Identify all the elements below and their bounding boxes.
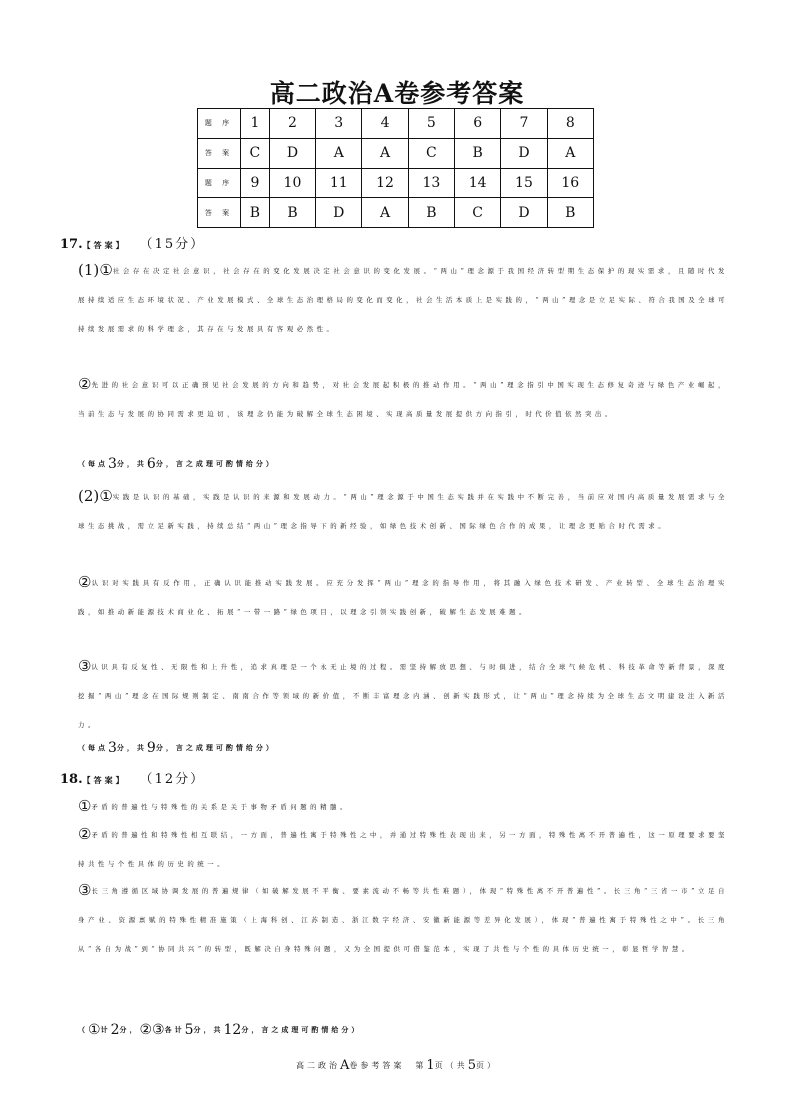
question-18-header [60, 768, 205, 787]
answer-cell: A [316, 138, 362, 168]
answer-cell: B [547, 198, 593, 228]
question-number-cell: 1 [241, 109, 270, 139]
answer-tag: 【答案】 [82, 775, 127, 785]
page-number: 1 [426, 1058, 435, 1073]
answer-cell: A [362, 198, 408, 228]
answer-table [197, 108, 594, 228]
page-footer: 高二政治A卷参考答案 第1页（共5页） [296, 1058, 498, 1073]
scoring-note: （每点3分，共6分，言之成理可酌情给分） [78, 456, 276, 472]
question-number-cell: 16 [547, 168, 593, 198]
question-number: 17. [60, 237, 83, 252]
answer-cell: D [269, 138, 315, 168]
answer-paragraph: ②先进的社会意识可以正确预见社会发展的方向和趋势，对社会发展起积极的推动作用。“两山”理念指引中国实现生态修复奇迹与绿色产业崛起，当前生态与发展的协同需求更迫切，该理念仍能为破解全球生态困境、实现高质量发展提供方向指引，时代价值依然突出。 [78, 375, 729, 418]
answer-cell: A [547, 138, 593, 168]
row-label-number: 题 序 [198, 168, 241, 198]
question-17-header [60, 233, 205, 252]
score-value: 15 [154, 237, 176, 252]
question-number-cell: 5 [408, 109, 454, 139]
answer-paragraph: ②认识对实践具有反作用，正确认识能推动实践发展。应充分发挥“两山”理念的指导作用，将其融入绿色技术研发、产业转型、全球生态治理实践，如推动新能源技术商业化、拓展“一带一路”绿色项目，以理念引领实践创新，破解生态发展难题。 [78, 573, 728, 616]
question-number-cell: 4 [362, 109, 408, 139]
page-title: 高二政治A卷参考答案 [269, 79, 525, 108]
answer-cell: A [362, 138, 408, 168]
answer-cell: C [241, 138, 270, 168]
score-label: （12分） [139, 772, 206, 787]
answer-paragraph: ③认识具有反复性、无限性和上升性，追求真理是一个永无止境的过程。需坚持解放思想、与时俱进，结合全球气候危机、科技革命等新背景，深度挖掘“两山”理念在国际规则制定、南南合作等领域的新价值，不断丰富理念内涵、创新实践形式，让“两山”理念持续为全球生态文明建设注入新活力。 [78, 657, 728, 729]
answer-cell: B [269, 198, 315, 228]
page-total: 5 [467, 1058, 476, 1073]
table-row [198, 138, 594, 168]
question-number-cell: 13 [408, 168, 454, 198]
question-number-cell: 10 [269, 168, 315, 198]
question-number-cell: 7 [501, 109, 547, 139]
answer-cell: C [408, 138, 454, 168]
answer-paragraph: (2)①实践是认识的基础，实践是认识的来源和发展动力。“两山”理念源于中国生态实践并在实践中不断完善，当前应对国内高质量发展需求与全球生态挑战，需立足新实践，持续总结“两山”理念指导下的新经验，如绿色技术创新、国际绿色合作的成果，让理念更贴合时代需求。 [78, 487, 728, 530]
answer-cell: B [408, 198, 454, 228]
answer-cell: B [455, 138, 501, 168]
answer-cell: D [501, 198, 547, 228]
row-label-answer: 答 案 [198, 198, 241, 228]
answer-paragraph: ①矛盾的普遍性与特殊性的关系是关于事物矛盾问题的精髓。 [78, 797, 350, 815]
answer-cell: C [455, 198, 501, 228]
score-value: 12 [154, 772, 176, 787]
question-number-cell: 14 [455, 168, 501, 198]
question-number-cell: 3 [316, 109, 362, 139]
question-number: 18. [60, 772, 83, 787]
question-number-cell: 15 [501, 168, 547, 198]
question-number-cell: 8 [547, 109, 593, 139]
score-label: （15分） [139, 237, 206, 252]
row-label-answer: 答 案 [198, 138, 241, 168]
question-number-cell: 9 [241, 168, 270, 198]
answer-paragraph: ②矛盾的普遍性和特殊性相互联结，一方面，普遍性寓于特殊性之中，并通过特殊性表现出来，另一方面，特殊性离不开普遍性，这一原理要求要坚持共性与个性具体的历史的统一。 [78, 825, 728, 868]
answer-paragraph: ③长三角遵循区域协调发展的普遍规律（如破解发展不平衡、要素流动不畅等共性难题），体现“特殊性离不开普遍性”。长三角“三省一市”立足自身产业、资源禀赋的特殊性精准施策（上海科创、江苏制造、浙江数字经济、安徽新能源等差异化发展），体现“普遍性寓于特殊性之中”。长三角从“各自为战”到“协同共兴”的转型，既解决自身特殊问题，又为全国提供可借鉴范本，实现了共性与个性的具体历史统一，彰显哲学智慧。 [78, 881, 728, 953]
answer-cell: D [501, 138, 547, 168]
question-number-cell: 11 [316, 168, 362, 198]
answer-tag: 【答案】 [82, 240, 127, 250]
scoring-note: （①计2分，②③各计5分，共12分，言之成理可酌情给分） [78, 1022, 362, 1038]
answer-cell: B [241, 198, 270, 228]
scoring-note: （每点3分，共9分，言之成理可酌情给分） [78, 740, 276, 756]
table-row [198, 109, 594, 139]
row-label-number: 题 序 [198, 109, 241, 139]
table-row [198, 168, 594, 198]
question-number-cell: 12 [362, 168, 408, 198]
answer-cell: D [316, 198, 362, 228]
question-number-cell: 6 [455, 109, 501, 139]
answer-paragraph: (1)①社会存在决定社会意识，社会存在的变化发展决定社会意识的变化发展。“两山”理念源于我国经济转型期生态保护的现实需求，且随时代发展持续适应生态环境状况、产业发展模式、全球生态治理格局的变化而变化，社会生活本质上是实践的，“两山”理念是立足实际、符合我国及全球可持续发展需求的科学理念，其存在与发展具有客观必然性。 [78, 261, 728, 333]
table-row [198, 198, 594, 228]
question-number-cell: 2 [269, 109, 315, 139]
